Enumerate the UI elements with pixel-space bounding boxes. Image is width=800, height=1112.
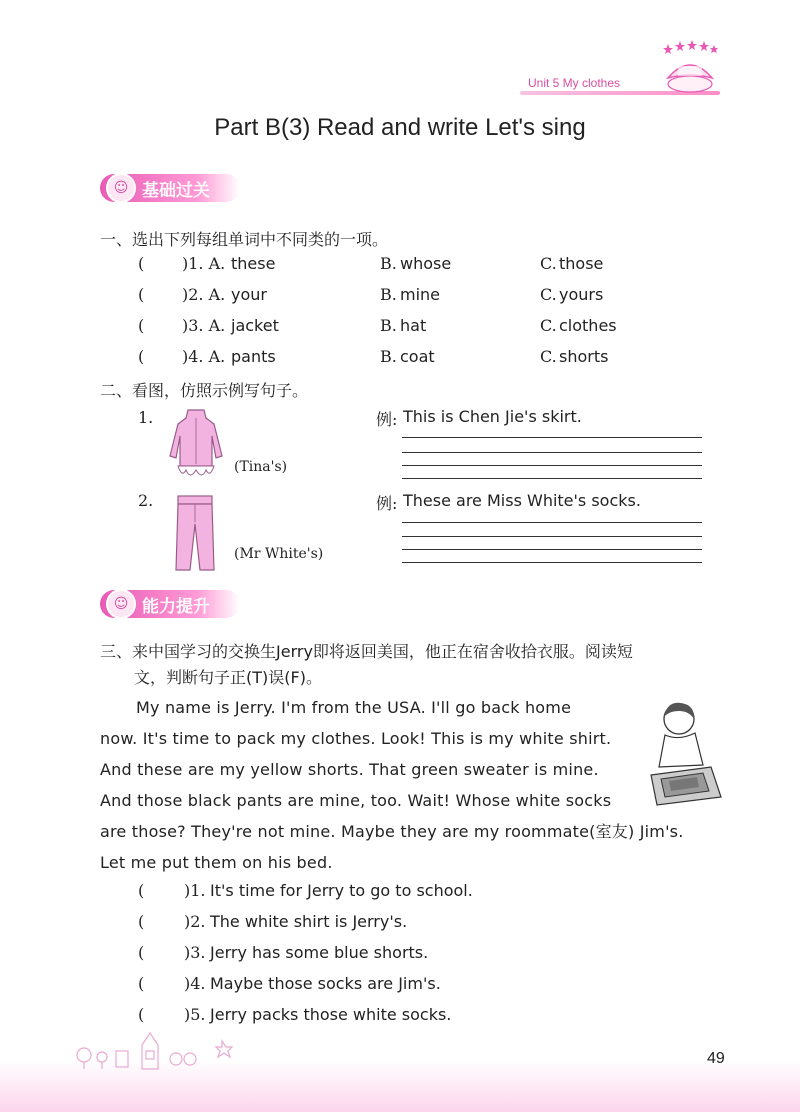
option-b-prefix: B. <box>380 254 397 273</box>
option-a: your <box>231 285 267 304</box>
statement-text: The white shirt is Jerry's. <box>210 912 408 931</box>
writing-line <box>402 437 702 438</box>
section-label: 能力提升 <box>142 596 210 617</box>
footer-decoration-icon <box>72 1025 252 1070</box>
passage-line: now. It's time to pack my clothes. Look! This is my white shirt. <box>100 729 612 748</box>
option-c: shorts <box>559 347 609 366</box>
writing-line <box>402 522 702 523</box>
item-number: )4. A. <box>182 347 226 366</box>
example-sentence: This is Chen Jie's skirt. <box>403 407 582 426</box>
option-b: whose <box>400 254 452 273</box>
passage-line: My name is Jerry. I'm from the USA. I'll go back home <box>136 698 572 717</box>
passage-line: Let me put them on his bed. <box>100 853 333 872</box>
boy-packing-illustration <box>645 697 723 807</box>
option-c-prefix: C. <box>540 254 557 273</box>
question-2-title: 二、看图，仿照示例写句子。 <box>100 381 309 400</box>
item-number: )1. A. <box>182 254 226 273</box>
item-number: )2. A. <box>182 285 226 304</box>
option-a: pants <box>231 347 276 366</box>
writing-line <box>402 452 702 453</box>
dress-icon <box>168 408 224 488</box>
question-3-title-cont: 文，判断句子正(T)误(F)。 <box>134 668 322 687</box>
question-3-title: 三、来中国学习的交换生Jerry即将返回美国，他正在宿舍收拾衣服。阅读短 <box>100 642 633 661</box>
answer-paren: ( <box>138 316 145 335</box>
statement-number: )5. <box>184 1005 206 1024</box>
q1-row <box>138 347 738 369</box>
question-1-title: 一、选出下列每组单词中不同类的一项。 <box>100 230 389 249</box>
answer-paren: ( <box>138 974 145 993</box>
answer-paren: ( <box>138 881 145 900</box>
option-b-prefix: B. <box>380 285 397 304</box>
passage-line: And these are my yellow shorts. That green sweater is mine. <box>100 760 599 779</box>
owner-label: (Mr White's) <box>234 546 324 562</box>
answer-paren: ( <box>138 347 145 366</box>
writing-line <box>402 536 702 537</box>
example-sentence: These are Miss White's socks. <box>403 491 641 510</box>
passage-line: are those? They're not mine. Maybe they are my roommate(室友) Jim's. <box>100 822 684 841</box>
option-c-prefix: C. <box>540 285 557 304</box>
option-c: those <box>559 254 604 273</box>
section-banner-basic <box>100 173 240 203</box>
page-title: Part B(3) Read and write Let's sing <box>214 114 586 141</box>
option-c-prefix: C. <box>540 347 557 366</box>
answer-paren: ( <box>138 912 145 931</box>
statement-number: )4. <box>184 974 206 993</box>
option-b-prefix: B. <box>380 347 397 366</box>
unit-header: Unit 5 My clothes <box>528 76 621 90</box>
writing-line <box>402 478 702 479</box>
statement-text: Maybe those socks are Jim's. <box>210 974 441 993</box>
statement-text: Jerry packs those white socks. <box>210 1005 452 1024</box>
writing-line <box>402 465 702 466</box>
face-icon: ☺ <box>106 173 136 203</box>
option-a: these <box>231 254 276 273</box>
statement-text: Jerry has some blue shorts. <box>210 943 429 962</box>
option-c: yours <box>559 285 604 304</box>
option-b: mine <box>400 285 441 304</box>
item-number: 2. <box>138 491 154 510</box>
answer-paren: ( <box>138 285 145 304</box>
q1-row <box>138 254 738 276</box>
item-number: 1. <box>138 408 154 427</box>
answer-paren: ( <box>138 1005 145 1024</box>
statement-text: It's time for Jerry to go to school. <box>210 881 473 900</box>
statement-number: )3. <box>184 943 206 962</box>
face-icon: ☺ <box>106 589 136 619</box>
option-c-prefix: C. <box>540 316 557 335</box>
option-b: hat <box>400 316 427 335</box>
section-banner-advanced <box>100 589 240 619</box>
example-label: 例: <box>376 410 398 429</box>
option-c: clothes <box>559 316 617 335</box>
option-b-prefix: B. <box>380 316 397 335</box>
section-label: 基础过关 <box>142 180 210 201</box>
reading-passage <box>100 692 684 878</box>
statement-number: )1. <box>184 881 206 900</box>
answer-paren: ( <box>138 943 145 962</box>
example-label: 例: <box>376 494 398 513</box>
option-a: jacket <box>231 316 279 335</box>
writing-line <box>402 549 702 550</box>
q1-row <box>138 285 738 307</box>
item-number: )3. A. <box>182 316 226 335</box>
passage-line: And those black pants are mine, too. Wait! Whose white socks <box>100 791 612 810</box>
pants-icon <box>170 494 220 574</box>
owner-label: (Tina's) <box>234 459 288 475</box>
logo-icon <box>660 38 720 94</box>
statement-number: )2. <box>184 912 206 931</box>
option-b: coat <box>400 347 435 366</box>
writing-line <box>402 562 702 563</box>
answer-paren: ( <box>138 254 145 273</box>
page-number: 49 <box>707 1050 725 1067</box>
q1-row <box>138 316 738 338</box>
